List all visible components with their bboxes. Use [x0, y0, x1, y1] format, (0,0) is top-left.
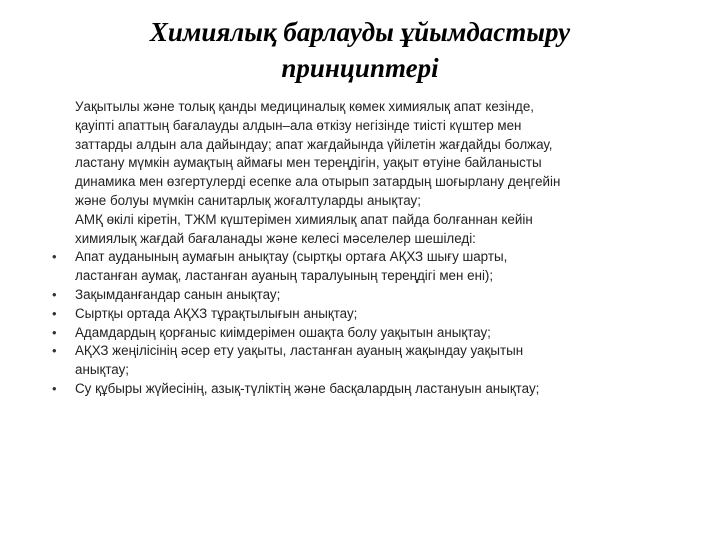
intro-line: ластану мүмкін аумақтың аймағы мен тереңдігін, уақыт өтуіне байланысты [75, 155, 542, 171]
bullet-icon: • [52, 305, 57, 321]
bullet-icon: • [52, 343, 57, 359]
list-item [52, 324, 680, 343]
list-item-text: ластанған аумақ, ластанған ауаның таралуының тереңдігі мен ені); [75, 268, 494, 284]
list-item-text: Адамдардың қорғаныс киімдерімен ошақта болу уақытын анықтау; [75, 324, 491, 340]
intro-line: АМҚ өкілі кіретін, ТЖМ күштерімен химиялық апат пайда болғаннан кейін [75, 211, 533, 227]
slide-body [52, 98, 680, 399]
list-item-text: Сыртқы ортада АҚХЗ тұрақтылығын анықтау; [75, 305, 358, 321]
intro-line: динамика мен өзгертулерді есепке ала отырып затардың шоғырлану деңгейін [75, 174, 561, 190]
intro-line: химиялық жағдай бағаланады және келесі мәселелер шешіледі: [75, 230, 476, 246]
list-item [52, 342, 680, 380]
intro-line: қауіпті апаттың бағалауды алдын–ала өткізу негізінде тиісті күштер мен [75, 117, 522, 133]
list-item [52, 286, 680, 305]
list-item-text: Зақымданғандар санын анықтау; [75, 286, 281, 302]
list-item-text: анықтау; [75, 362, 130, 378]
bullet-icon: • [52, 380, 57, 396]
intro-line: Уақытылы және толық қанды медициналық көмек химиялық апат кезінде, [75, 99, 535, 114]
list-item-text: АҚХЗ жеңілісінің әсер ету уақыты, ластанған ауаның жақындау уақытын [75, 343, 524, 359]
list-item [52, 305, 680, 324]
intro-paragraph [75, 98, 680, 248]
intro-line: заттарды алдын ала дайындау; апат жағдайында үйілетін жағдайды болжау, [75, 136, 553, 152]
bullet-icon: • [52, 324, 57, 340]
bullet-icon: • [52, 286, 57, 302]
list-item [52, 380, 680, 399]
bullet-list [52, 248, 680, 398]
list-item-text: Су құбыры жүйесінің, азық-түліктің және басқалардың ластануын анықтау; [75, 380, 540, 396]
list-item [52, 248, 680, 286]
slide-title-line-1: Химиялық барлауды ұйымдастыру [149, 17, 571, 47]
slide-title [60, 14, 660, 86]
intro-line: және болуы мүмкін санитарлық жоғалтуларды анықтау; [75, 192, 421, 208]
bullet-icon: • [52, 249, 57, 265]
list-item-text: Апат ауданының аумағын анықтау (сыртқы ортаға АҚХЗ шығу шарты, [75, 249, 508, 265]
slide-title-line-2: принциптері [281, 53, 439, 83]
